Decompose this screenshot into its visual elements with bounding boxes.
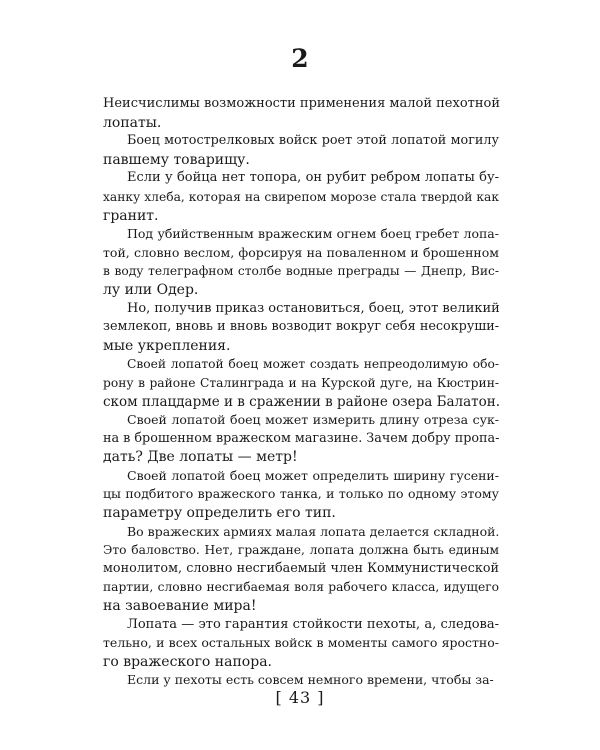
paragraph [103,411,499,467]
text-line: дать? Две лопаты — метр! [103,449,298,466]
page-number: [ 43 ] [275,688,325,707]
text-line: Своей лопатой боец может измерить длину отреза сук- [127,412,499,428]
paragraph [103,132,499,169]
text-line: ском плацдарме и в сражении в районе озера Балатон. [103,393,501,410]
text-line: Своей лопатой боец может создать непреодолимую обо- [127,357,499,372]
text-line: партии, словно несгибаемая воля рабочего класса, идущего [103,580,499,595]
text-line: лу или Одер. [103,281,199,298]
paragraph [103,355,499,411]
text-line: лопаты. [103,114,162,131]
text-line: Во вражеских армиях малая лопата делается складной. [127,523,500,539]
chapter-number: 2 [291,44,309,73]
text-line: тельно, и всех остальных войск в моменты самого яростно- [103,635,499,651]
paragraph [103,523,499,616]
text-line: параметру определить его тип. [103,505,336,522]
text-line: монолитом, словно несгибаемый член Коммунистической [103,560,499,576]
text-line: цы подбитого вражеского танка, и только по одному этому [103,486,499,502]
text-line: павшему товарищу. [103,151,250,168]
text-line: на в брошенном вражеском магазине. Зачем добру пропа- [103,430,500,446]
body-text [103,95,499,690]
paragraph [103,616,499,672]
paragraph [103,467,499,523]
text-line: той, словно веслом, форсируя на поваленном и брошенном [103,244,499,260]
text-line: Своей лопатой боец может определить ширину гусени- [127,467,499,483]
text-line: Под убийственным вражеским огнем боец гребет лопа- [127,226,499,242]
text-line: го вражеского напора. [103,653,272,670]
text-line: в воду телеграфном столбе водные преграды — Днепр, Вис- [103,264,499,279]
paragraph [103,300,499,356]
text-line: Но, получив приказ остановиться, боец, этот великий [127,300,500,316]
text-line: землекоп, вновь и вновь возводит вокруг себя несокруши- [103,319,499,335]
text-line: на завоевание мира! [103,598,257,615]
text-line: Лопата — это гарантия стойкости пехоты, а, следова- [127,616,499,632]
paragraph [103,169,499,225]
text-line: Если у бойца нет топора, он рубит ребром лопаты бу- [127,170,499,186]
text-line: Это баловство. Нет, граждане, лопата должна быть единым [103,543,499,558]
text-line: Если у пехоты есть совсем немного времени, чтобы за- [127,672,494,688]
paragraph [103,95,499,132]
text-line: Неисчислимы возможности применения малой пехотной [103,96,501,111]
paragraph [103,225,499,299]
text-line: гранит. [103,207,159,224]
text-line: рону в районе Сталинграда и на Курской дуге, на Кюстрин- [103,375,499,390]
text-line: ханку хлеба, которая на свирепом морозе стала твердой как [103,189,499,204]
text-line: Боец мотострелковых войск роет этой лопатой могилу [127,133,499,149]
text-line: мые укрепления. [103,337,231,354]
